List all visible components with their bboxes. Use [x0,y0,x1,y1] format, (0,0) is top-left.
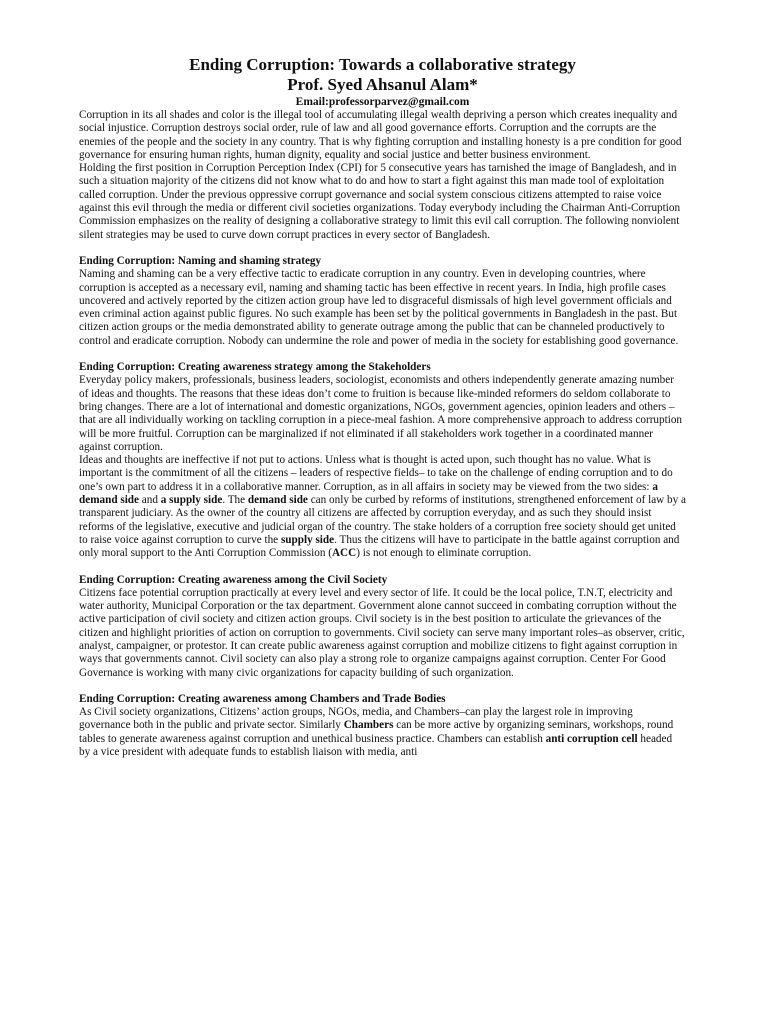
civil-society-paragraph: Citizens face potential corruption practically at every level and every sector of life. It could be the local police, T.N.T, electricity and water authority, Municipal Corporation or the tax department. Government alone cannot succeed in combating corruption without the active participation of civil society and citizen action groups. Civil society is in the best position to articulate the grievances of the citizen and highlight priorities of action on corruption to governments. Civil society can serve many important roles–as observer, critic, analyst, campaigner, or protestor. It can create public awareness against corruption and mobilize citizens to fight against corruption in ways that governments cannot. Civil society can also play a strong role to organize campaigns against corruption. Center For Good Governance is working with many civic organizations for capacity building of such organization. [79,586,685,679]
bold-demand-side-2: demand side [247,494,308,507]
text-run: . The [222,494,248,507]
stakeholders-paragraph-1: Everyday policy makers, professionals, business leaders, sociologist, economists and others independently generate amazing number of ideas and thoughts. The reasons that these ideas don’t come to fruition is because like-minded reformers do seldom collaborate to bring changes. There are a lot of international and domestic organizations, NGOs, government agencies, opinion leaders and others – that are all individually working on tackling corruption in a piece-meal fashion. A more comprehensive approach to address corruption will be more fruitful. Corruption can be marginalized if not eliminated if all stakeholders work together in a coordinated manner against corruption. [79,374,683,453]
text-run: can be more active by organizing seminars, workshops, round tables to generate awareness against corruption and unethical business practice. Chambers can establish [79,719,674,745]
section-heading-stakeholders: Ending Corruption: Creating awareness strategy among the Stakeholders [79,361,431,374]
document-title: Ending Corruption: Towards a collaborative strategy [189,55,576,74]
intro-paragraph-2: Holding the first position in Corruption Perception Index (CPI) for 5 consecutive years has tarnished the image of Bangladesh, and in such a situation majority of the citizens did not know what to do and how to start a fight against this man made tool of exploitation called corruption. Under the previous oppressive corrupt governance and social system conscious citizens attempted to raise voice against this evil through the media or different civil societies organizations. Today everybody including the Chairman Anti-Corruption Commission emphasizes on the reality of designing a collaborative strategy to limit this evil call corruption. The following nonviolent silent strategies may be used to curve down corrupt practices in every sector of Bangladesh. [79,162,681,241]
text-run: headed by a vice president with adequate funds to establish liaison with media, anti [79,732,673,759]
text-run: ) is not enough to eliminate corruption. [356,547,532,560]
bold-chambers: Chambers [343,719,394,732]
stakeholders-paragraph-2 [79,454,686,560]
bold-anti-corruption-cell: anti corruption cell [545,732,638,745]
bold-supply-side: a supply side [160,494,223,507]
chambers-paragraph [79,706,686,759]
bold-demand-side: a demand side [79,480,658,507]
text-run: As Civil society organizations, Citizens’ action groups, NGOs, media, and Chambers–can play the largest role in improving governance both in the public and private sector. Similarly [79,706,633,732]
author-email[interactable]: Email:professorparvez@gmail.com [295,96,470,108]
bold-supply-side-2: supply side [280,533,335,546]
naming-shaming-paragraph: Naming and shaming can be a very effective tactic to eradicate corruption in any country. Even in developing countries, where corruption is accepted as a necessary evil, naming and shaming tactic has been effective in recent years. In India, high profile cases uncovered and actively reported by the citizen action group have led to disgraceful dismissals of high level government officials and even criminal action against public figures. No such example has been set by the political governments in Bangladesh in the past. But citizen action groups or the media demonstrated ability to generate outrage among the public that can be channeled productively to control and eradicate corruption. Nobody can undermine the role and power of media in the society for establishing good governance. [79,268,679,347]
bold-acc: ACC [331,547,357,560]
intro-paragraph-1: Corruption in its all shades and color is the illegal tool of accumulating illegal wealth depriving a person which creates inequality and social injustice. Corruption destroys social order, rule of law and all good governance efforts. Corruption and the corrupts are the enemies of the people and the society in any country. That is why fighting corruption and installing honesty is a pre condition for good governance for ensuring human rights, human dignity, equality and social justice and better business environment. [79,109,682,161]
text-run: Ideas and thoughts are ineffective if not put to actions. Unless what is thought is acted upon, such thought has no value. What is important is the commitment of all the citizens – leaders of respective fields– to take on the challenge of ending corruption and to do one’s own part to address it in a collaborative manner. Corruption, as in all affairs in society may be viewed from the two sides: [79,454,673,493]
text-run: can only be curbed by reforms of institutions, strengthened enforcement of law by a transparent judiciary. As the owner of the country all citizens are affected by corruption everyday, and as such they should insist reforms of the legislative, executive and judicial organ of the country. The stake holders of a corruption free society should get united to raise voice against corruption to curve the [79,494,686,546]
section-heading-naming-shaming: Ending Corruption: Naming and shaming strategy [79,254,322,267]
author-name: Prof. Syed Ahsanul Alam* [287,75,478,94]
section-heading-civil-society: Ending Corruption: Creating awareness among the Civil Society [79,573,388,586]
text-run: and [139,494,161,507]
section-heading-chambers: Ending Corruption: Creating awareness among Chambers and Trade Bodies [79,692,446,705]
text-run: . Thus the citizens will have to participate in the battle against corruption and only moral support to the Anti Corruption Commission ( [79,533,680,560]
